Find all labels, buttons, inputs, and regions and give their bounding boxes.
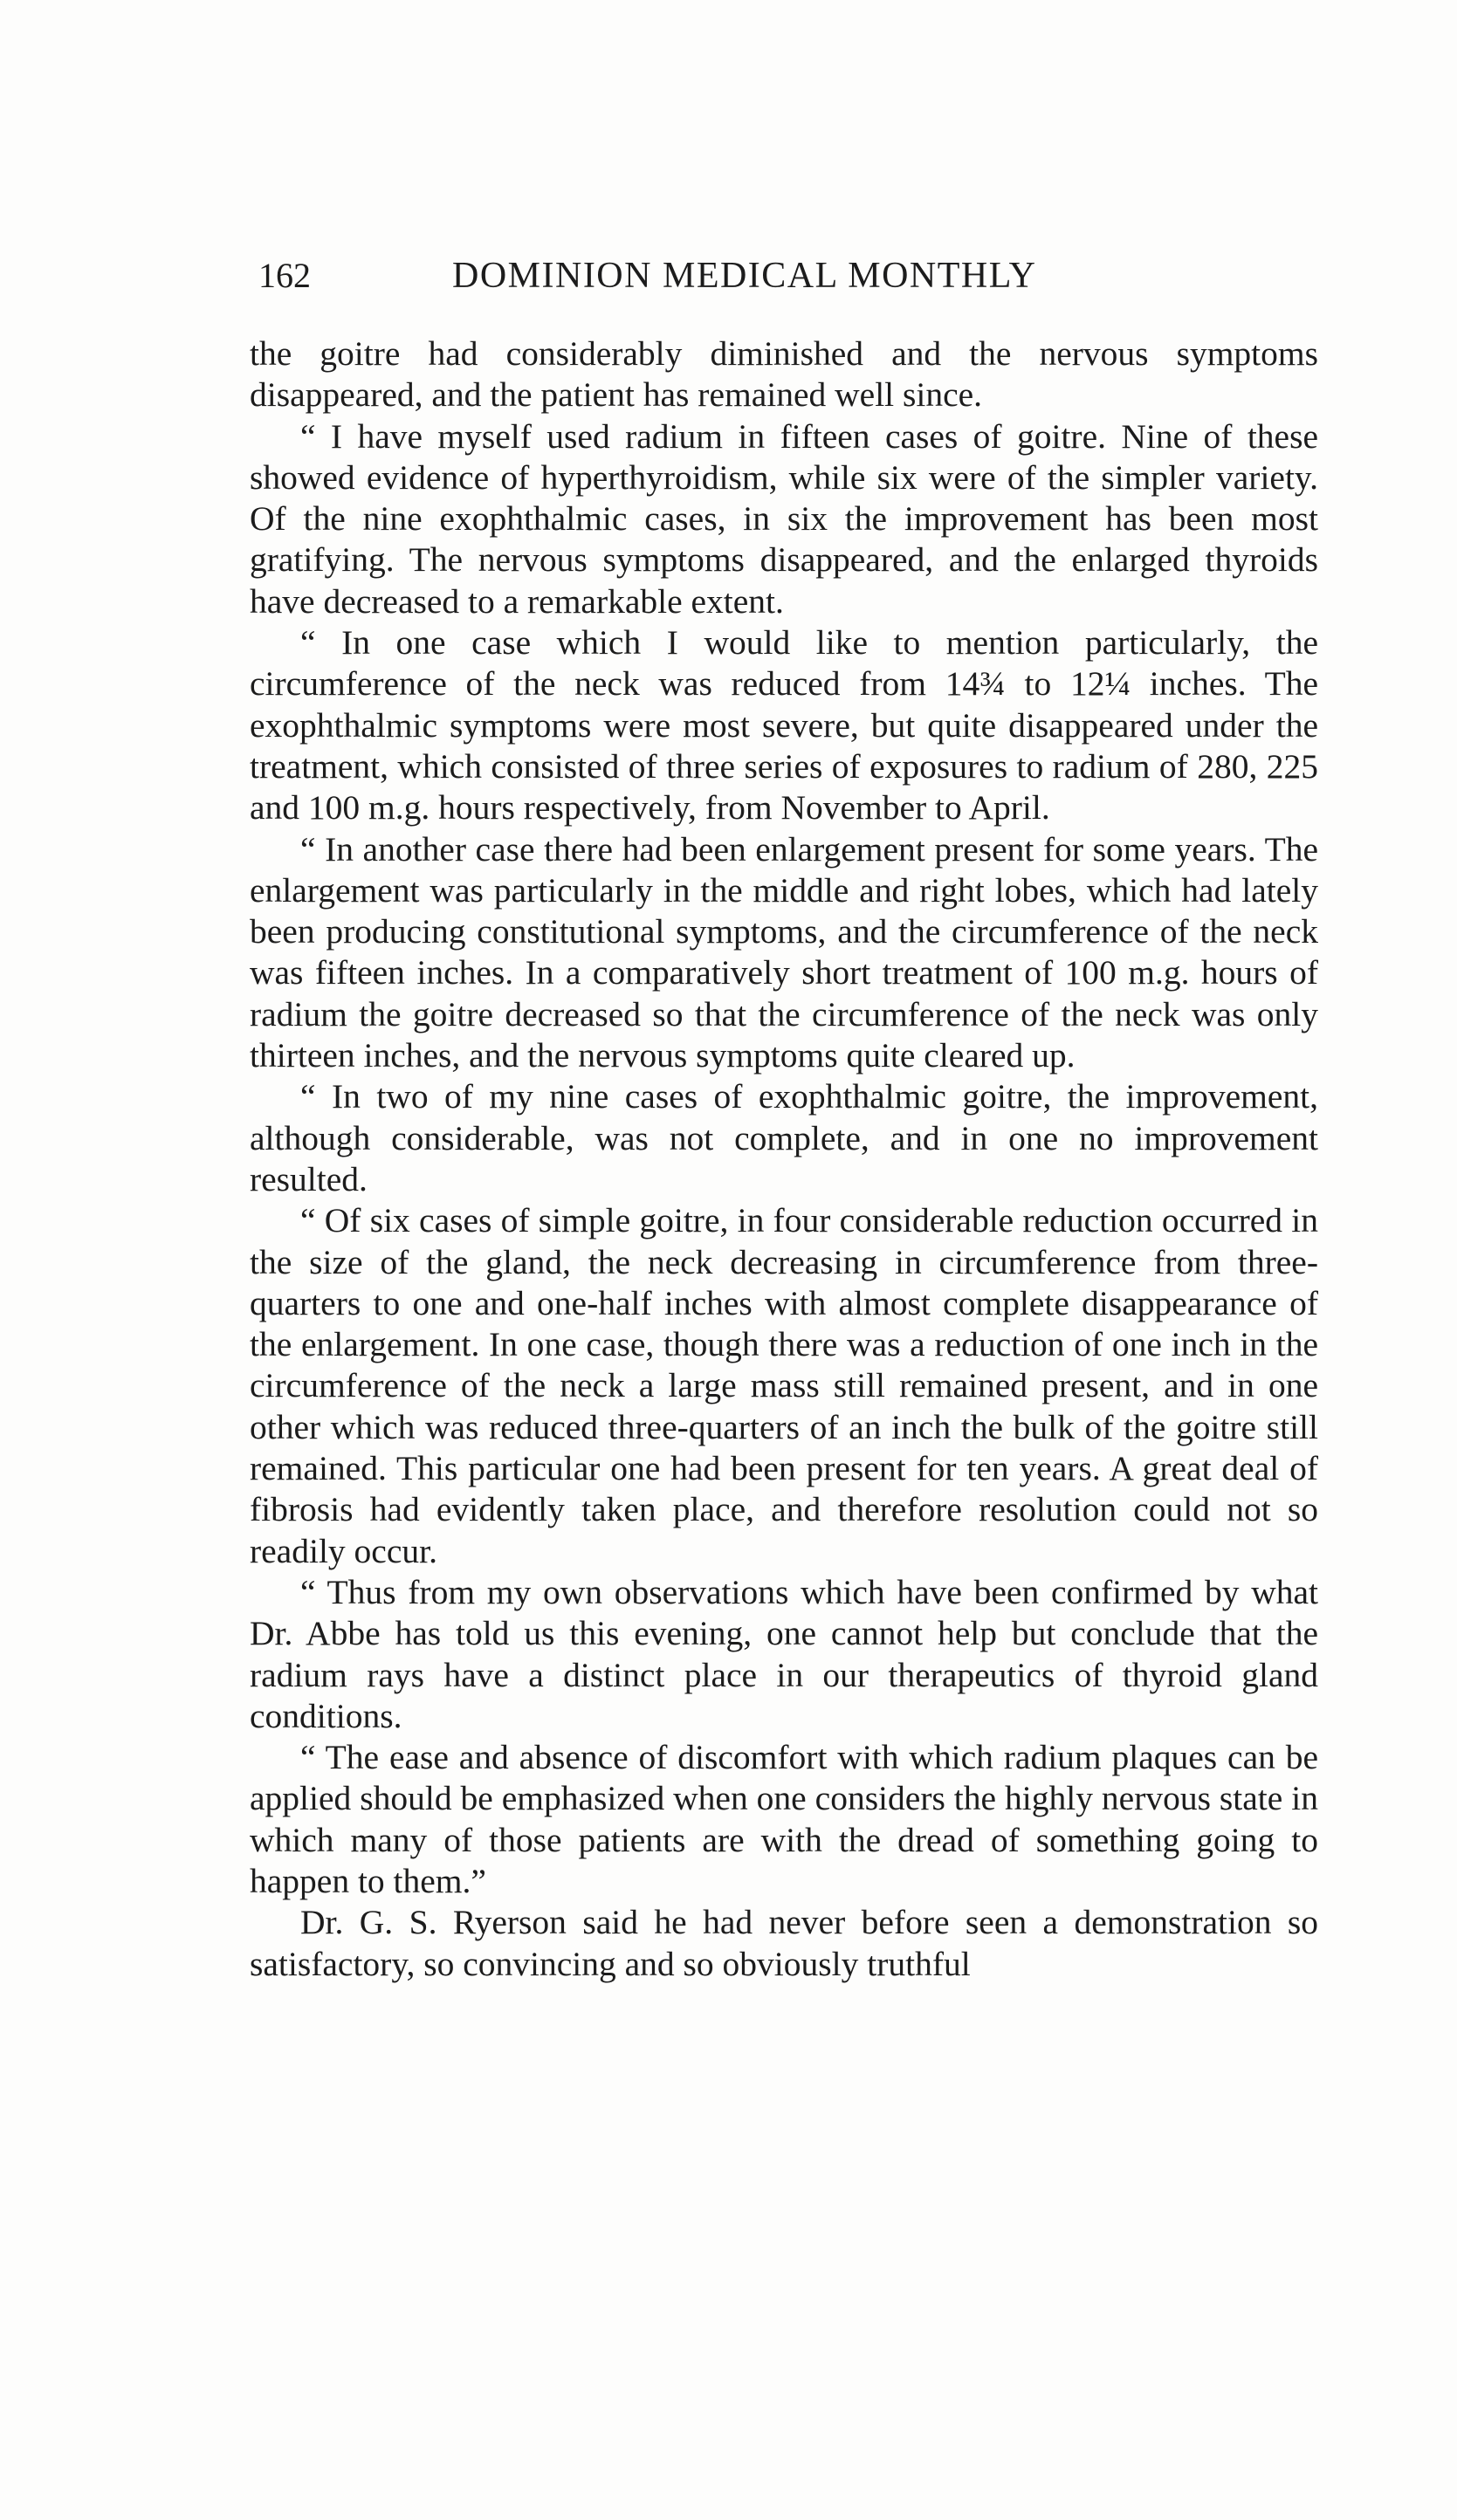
page-number: 162	[258, 256, 311, 295]
body-text	[250, 333, 1318, 1985]
paragraph: Dr. G. S. Ryerson said he had never before seen a demonstration so satisfactory, so convincing and so obviously truthful	[250, 1903, 1318, 1983]
paragraph: “ The ease and absence of discomfort with which radium plaques can be applied should be emphasized when one considers the highly nervous state in which many of those patients are with the dread of something going to happen to them.”	[250, 1738, 1318, 1900]
paragraph: “ In one case which I would like to mention particularly, the circumference of the neck was reduced from 14¾ to 12¼ inches. The exophthalmic symptoms were most severe, but quite disappeared under the treatment, which consisted of three series of exposures to radium of 280, 225 and 100 m.g. hours respectively, from November to April.	[250, 623, 1318, 827]
paragraph: “ I have myself used radium in fifteen cases of goitre. Nine of these showed evidence of hyperthyroidism, while six were of the simpler variety. Of the nine exophthalmic cases, in six the improvement has been most gratifying. The nervous symptoms disappeared, and the enlarged thyroids have decreased to a remarkable extent.	[250, 416, 1318, 621]
running-head: DOMINION MEDICAL MONTHLY	[452, 256, 1037, 296]
paragraph: “ In two of my nine cases of exophthalmic goitre, the improvement, although considerable, was not complete, and in one no improvement resulted.	[250, 1077, 1318, 1198]
paragraph: the goitre had considerably diminished and the nervous symptoms disappeared, and the patient has remained well since.	[250, 334, 1318, 415]
page-header	[258, 250, 1245, 302]
paragraph: “ Of six cases of simple goitre, in four considerable reduction occurred in the size of the gland, the neck decreasing in circumference from three-quarters to one and one-half inches with almost complete disappearance of the enlargement. In one case, though there was a reduction of one inch in the circumference of the neck a large mass still remained present, and in one other which was reduced three-quarters of an inch the bulk of the goitre still remained. This particular one had been present for ten years. A great deal of fibrosis had evidently taken place, and therefore resolution could not so readily occur.	[250, 1201, 1318, 1570]
paragraph: “ Thus from my own observations which have been confirmed by what Dr. Abbe has told us this evening, one cannot help but conclude that the radium rays have a distinct place in our therapeutics of thyroid gland conditions.	[250, 1572, 1318, 1735]
paragraph: “ In another case there had been enlargement present for some years. The enlargement was particularly in the middle and right lobes, which had lately been producing constitutional symptoms, and the circumference of the neck was fifteen inches. In a comparatively short treatment of 100 m.g. hours of radium the goitre decreased so that the circumference of the neck was only thirteen inches, and the nervous symptoms quite cleared up.	[250, 829, 1318, 1075]
